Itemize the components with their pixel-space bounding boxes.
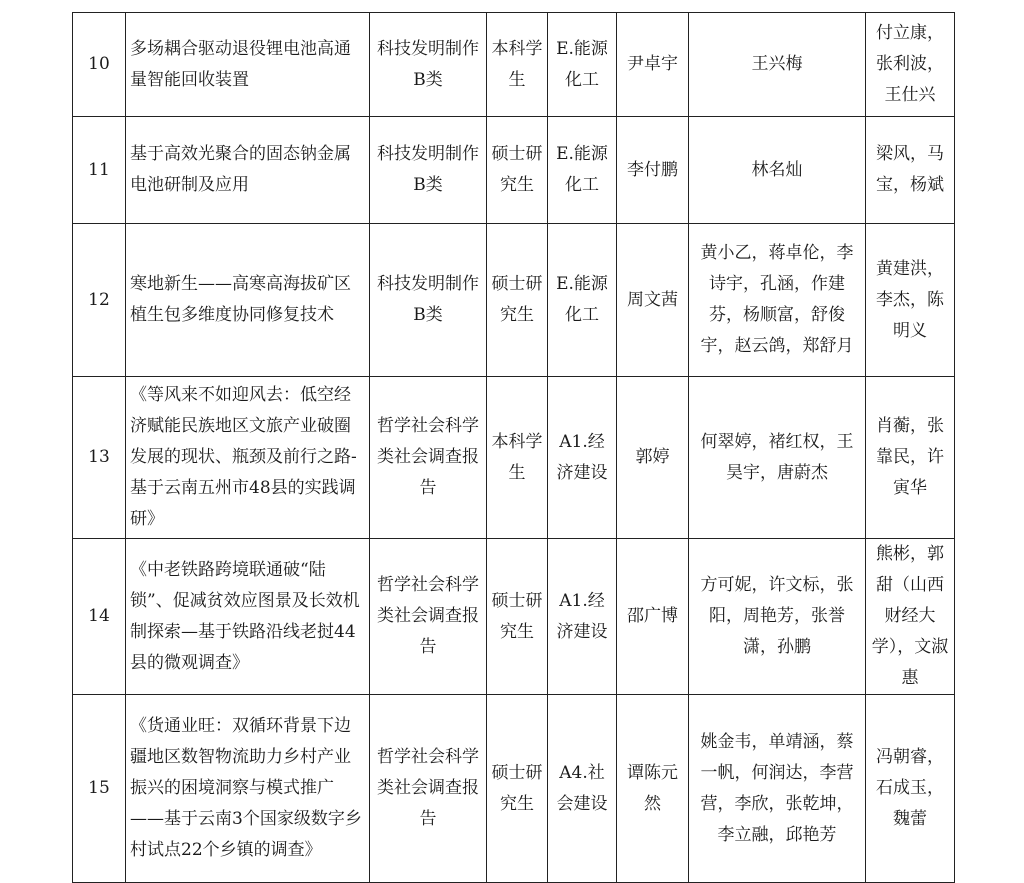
project-category: 哲学社会科学类社会调查报告 <box>370 539 487 695</box>
project-category: 科技发明制作B类 <box>370 13 487 117</box>
team-leader: 李付鹏 <box>617 117 689 224</box>
advisors: 黄建洪，李杰，陈明义 <box>866 224 955 377</box>
table-row <box>73 224 955 377</box>
table-row <box>73 117 955 224</box>
advisors: 熊彬，郭甜（山西财经大学），文淑惠 <box>866 539 955 695</box>
student-level: 本科学生 <box>487 13 548 117</box>
team-members: 何翠婷，褚红权，王昊宇，唐蔚杰 <box>689 377 866 539</box>
table-row <box>73 377 955 539</box>
row-index: 12 <box>73 224 126 377</box>
project-title: 基于高效光聚合的固态钠金属电池研制及应用 <box>126 117 370 224</box>
project-field: E.能源化工 <box>548 224 617 377</box>
student-level: 硕士研究生 <box>487 695 548 883</box>
advisors: 肖蘅，张靠民，许寅华 <box>866 377 955 539</box>
project-category: 哲学社会科学类社会调查报告 <box>370 695 487 883</box>
row-index: 15 <box>73 695 126 883</box>
team-members: 林名灿 <box>689 117 866 224</box>
team-members: 姚金韦，单靖涵，蔡一帆，何润达，李营营，李欣，张乾坤，李立融，邱艳芳 <box>689 695 866 883</box>
row-index: 13 <box>73 377 126 539</box>
project-title: 多场耦合驱动退役锂电池高通量智能回收装置 <box>126 13 370 117</box>
team-members: 王兴梅 <box>689 13 866 117</box>
project-title: 寒地新生——高寒高海拔矿区植生包多维度协同修复技术 <box>126 224 370 377</box>
project-category: 科技发明制作B类 <box>370 224 487 377</box>
table-row <box>73 539 955 695</box>
project-title: 《中老铁路跨境联通破“陆锁”、促减贫效应图景及长效机制探索—基于铁路沿线老挝44县的微观调查》 <box>126 539 370 695</box>
advisors: 梁风，马宝，杨斌 <box>866 117 955 224</box>
team-leader: 邵广博 <box>617 539 689 695</box>
project-field: A4.社会建设 <box>548 695 617 883</box>
project-category: 哲学社会科学类社会调查报告 <box>370 377 487 539</box>
project-field: A1.经济建设 <box>548 539 617 695</box>
team-leader: 尹卓宇 <box>617 13 689 117</box>
team-leader: 郭婷 <box>617 377 689 539</box>
table-row <box>73 13 955 117</box>
table-row <box>73 695 955 883</box>
row-index: 14 <box>73 539 126 695</box>
team-members: 黄小乙，蒋卓伦，李诗宇，孔涵，作建芬，杨顺富，舒俊宇，赵云鸽，郑舒月 <box>689 224 866 377</box>
row-index: 10 <box>73 13 126 117</box>
advisors: 冯朝睿，石成玉，魏蕾 <box>866 695 955 883</box>
project-field: A1.经济建设 <box>548 377 617 539</box>
project-category: 科技发明制作B类 <box>370 117 487 224</box>
advisors: 付立康，张利波，王仕兴 <box>866 13 955 117</box>
student-level: 硕士研究生 <box>487 117 548 224</box>
project-title: 《货通业旺：双循环背景下边疆地区数智物流助力乡村产业振兴的困境洞察与模式推广——基于云南3个国家级数字乡村试点22个乡镇的调查》 <box>126 695 370 883</box>
team-leader: 谭陈元然 <box>617 695 689 883</box>
award-list-table <box>72 12 955 883</box>
project-field: E.能源化工 <box>548 117 617 224</box>
project-field: E.能源化工 <box>548 13 617 117</box>
row-index: 11 <box>73 117 126 224</box>
student-level: 本科学生 <box>487 377 548 539</box>
team-members: 方可妮，许文标，张阳，周艳芳，张誉潇，孙鹏 <box>689 539 866 695</box>
student-level: 硕士研究生 <box>487 539 548 695</box>
project-title: 《等风来不如迎风去：低空经济赋能民族地区文旅产业破圈发展的现状、瓶颈及前行之路-基于云南五州市48县的实践调研》 <box>126 377 370 539</box>
team-leader: 周文茜 <box>617 224 689 377</box>
student-level: 硕士研究生 <box>487 224 548 377</box>
